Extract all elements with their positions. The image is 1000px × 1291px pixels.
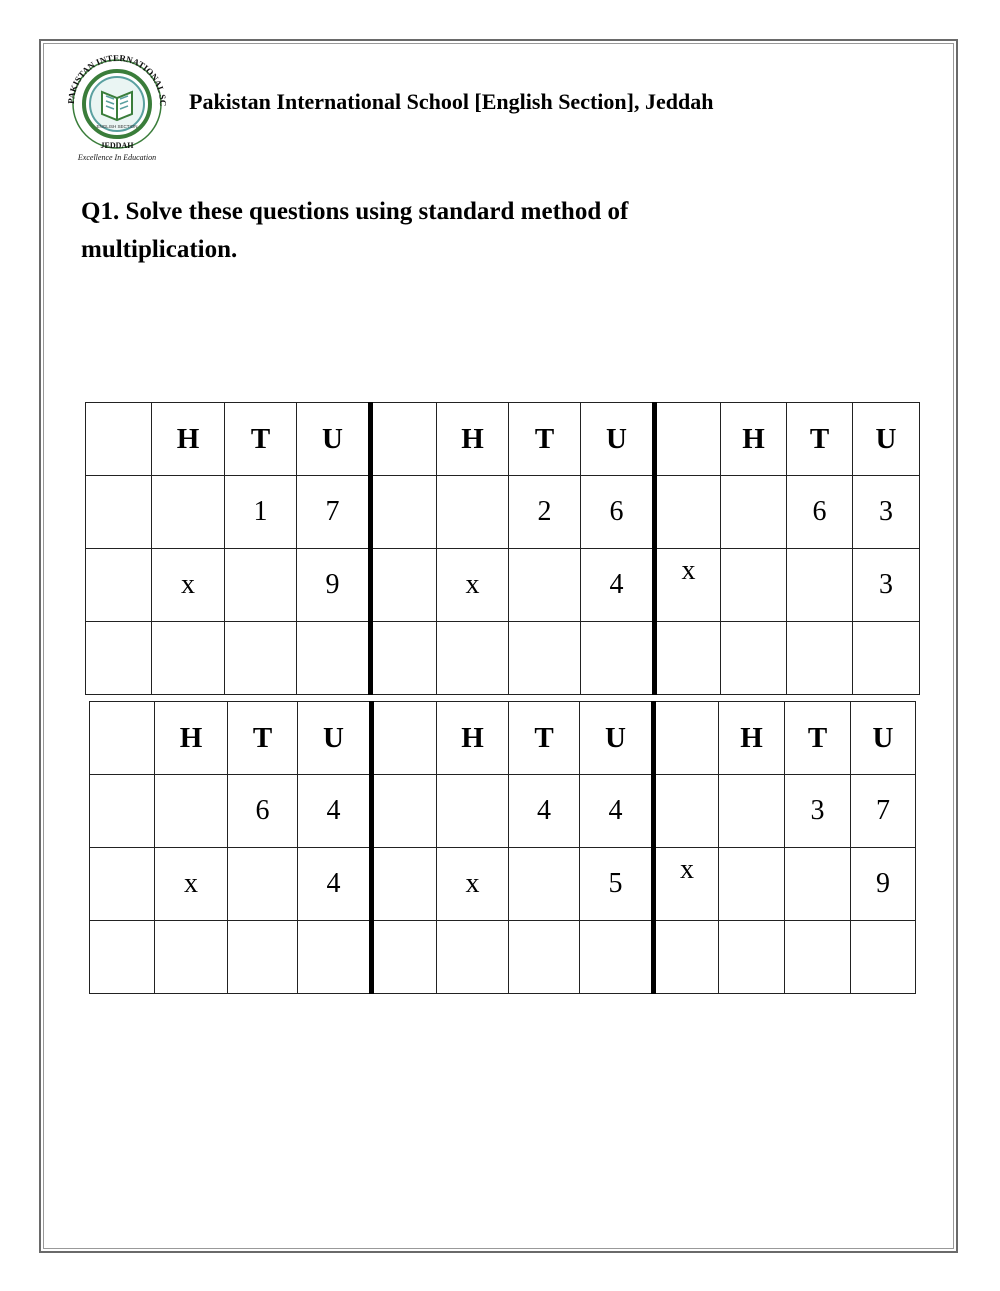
grid-cell: x bbox=[654, 848, 719, 921]
grid-row bbox=[90, 848, 916, 921]
grid-cell[interactable] bbox=[155, 921, 228, 994]
grid-cell[interactable] bbox=[785, 921, 851, 994]
grid-cell[interactable] bbox=[721, 622, 787, 695]
grid-cell[interactable] bbox=[655, 622, 721, 695]
grid-cell: H bbox=[721, 403, 787, 476]
grid-cell: U bbox=[581, 403, 655, 476]
question-text: Q1. Solve these questions using standard method of multiplication. bbox=[81, 198, 629, 263]
grid-cell bbox=[509, 848, 580, 921]
grid-cell: x bbox=[437, 848, 509, 921]
grid-cell bbox=[90, 848, 155, 921]
grid-cell[interactable] bbox=[851, 921, 916, 994]
grid-cell: T bbox=[509, 702, 580, 775]
grid-cell[interactable] bbox=[228, 921, 298, 994]
grid-cell: 9 bbox=[297, 549, 371, 622]
grid-cell bbox=[86, 403, 152, 476]
grid-cell[interactable] bbox=[581, 622, 655, 695]
grid-cell[interactable] bbox=[372, 921, 437, 994]
grid-cell: 3 bbox=[853, 549, 920, 622]
grid-cell bbox=[155, 775, 228, 848]
grid-cell bbox=[372, 775, 437, 848]
grid-cell bbox=[509, 549, 581, 622]
grid-cell: x bbox=[152, 549, 225, 622]
grid-cell: 4 bbox=[298, 775, 372, 848]
grid-cell bbox=[90, 702, 155, 775]
grid-cell: 7 bbox=[297, 476, 371, 549]
grid-cell bbox=[655, 403, 721, 476]
grid-cell: U bbox=[298, 702, 372, 775]
school-logo bbox=[62, 48, 172, 164]
grid-cell: T bbox=[785, 702, 851, 775]
grid-cell[interactable] bbox=[719, 921, 785, 994]
grid-cell: H bbox=[437, 403, 509, 476]
grid-cell bbox=[654, 775, 719, 848]
grid-cell bbox=[787, 549, 853, 622]
grid-cell[interactable] bbox=[90, 921, 155, 994]
grid-cell bbox=[372, 848, 437, 921]
grid-cell bbox=[371, 549, 437, 622]
grid-cell bbox=[655, 476, 721, 549]
logo-ring-text-bottom: JEDDAH bbox=[100, 141, 134, 150]
grid-cell: T bbox=[228, 702, 298, 775]
grid-cell bbox=[721, 476, 787, 549]
grid-cell[interactable] bbox=[297, 622, 371, 695]
grid-cell[interactable] bbox=[371, 622, 437, 695]
grid-cell bbox=[719, 848, 785, 921]
grid-cell: U bbox=[580, 702, 654, 775]
grid-row bbox=[86, 622, 920, 695]
place-value-header-row bbox=[86, 403, 920, 476]
grid-cell[interactable] bbox=[509, 622, 581, 695]
grid-cell: U bbox=[297, 403, 371, 476]
school-name: Pakistan International School [English Section], Jeddah bbox=[189, 89, 714, 114]
grid-cell: 4 bbox=[298, 848, 372, 921]
grid-cell: T bbox=[225, 403, 297, 476]
grid-cell bbox=[372, 702, 437, 775]
grid-cell[interactable] bbox=[225, 622, 297, 695]
grid-cell: 5 bbox=[580, 848, 654, 921]
grid-row bbox=[90, 775, 916, 848]
grid-cell: x bbox=[155, 848, 228, 921]
grid-cell: 4 bbox=[581, 549, 655, 622]
grid-cell bbox=[90, 775, 155, 848]
grid-cell: 4 bbox=[580, 775, 654, 848]
grid-row bbox=[86, 549, 920, 622]
grid-cell bbox=[86, 476, 152, 549]
grid-cell bbox=[371, 403, 437, 476]
grid-cell: H bbox=[155, 702, 228, 775]
grid-cell: x bbox=[437, 549, 509, 622]
grid-cell: 1 bbox=[225, 476, 297, 549]
grid-cell[interactable] bbox=[580, 921, 654, 994]
grid-cell[interactable] bbox=[787, 622, 853, 695]
grid-cell: U bbox=[853, 403, 920, 476]
grid-cell bbox=[152, 476, 225, 549]
grid-cell bbox=[719, 775, 785, 848]
grid-cell bbox=[86, 549, 152, 622]
grid-cell: 2 bbox=[509, 476, 581, 549]
grid-cell bbox=[225, 549, 297, 622]
grid-cell: T bbox=[509, 403, 581, 476]
grid-cell: 3 bbox=[853, 476, 920, 549]
grid-cell: U bbox=[851, 702, 916, 775]
logo-inner-text: ENGLISH SECTION bbox=[96, 124, 138, 129]
grid-row bbox=[90, 921, 916, 994]
logo-tagline: Excellence In Education bbox=[77, 153, 157, 162]
grid-cell[interactable] bbox=[654, 921, 719, 994]
grid-cell[interactable] bbox=[437, 921, 509, 994]
grid-cell: x bbox=[655, 549, 721, 622]
grid-cell: H bbox=[152, 403, 225, 476]
grid-cell bbox=[785, 848, 851, 921]
grid-cell: T bbox=[787, 403, 853, 476]
logo-ring-text-top: PAKISTAN INTERNATIONAL SC bbox=[65, 52, 169, 107]
multiplication-grid-1 bbox=[85, 402, 920, 695]
grid-cell[interactable] bbox=[509, 921, 580, 994]
grid-cell: 6 bbox=[581, 476, 655, 549]
grid-cell[interactable] bbox=[86, 622, 152, 695]
grid-cell bbox=[437, 775, 509, 848]
grid-cell bbox=[228, 848, 298, 921]
grid-cell[interactable] bbox=[298, 921, 372, 994]
grid-cell: 3 bbox=[785, 775, 851, 848]
grid-cell bbox=[654, 702, 719, 775]
grid-cell: 9 bbox=[851, 848, 916, 921]
grid-cell bbox=[721, 549, 787, 622]
grid-cell: 7 bbox=[851, 775, 916, 848]
multiplication-grid-2 bbox=[89, 701, 916, 994]
grid-cell bbox=[371, 476, 437, 549]
grid-cell: H bbox=[719, 702, 785, 775]
grid-cell: 6 bbox=[228, 775, 298, 848]
grid-cell: H bbox=[437, 702, 509, 775]
grid-row bbox=[86, 476, 920, 549]
grid-cell[interactable] bbox=[437, 622, 509, 695]
place-value-header-row bbox=[90, 702, 916, 775]
grid-cell: 4 bbox=[509, 775, 580, 848]
grid-cell[interactable] bbox=[853, 622, 920, 695]
grid-cell: 6 bbox=[787, 476, 853, 549]
grid-cell bbox=[437, 476, 509, 549]
grid-cell[interactable] bbox=[152, 622, 225, 695]
